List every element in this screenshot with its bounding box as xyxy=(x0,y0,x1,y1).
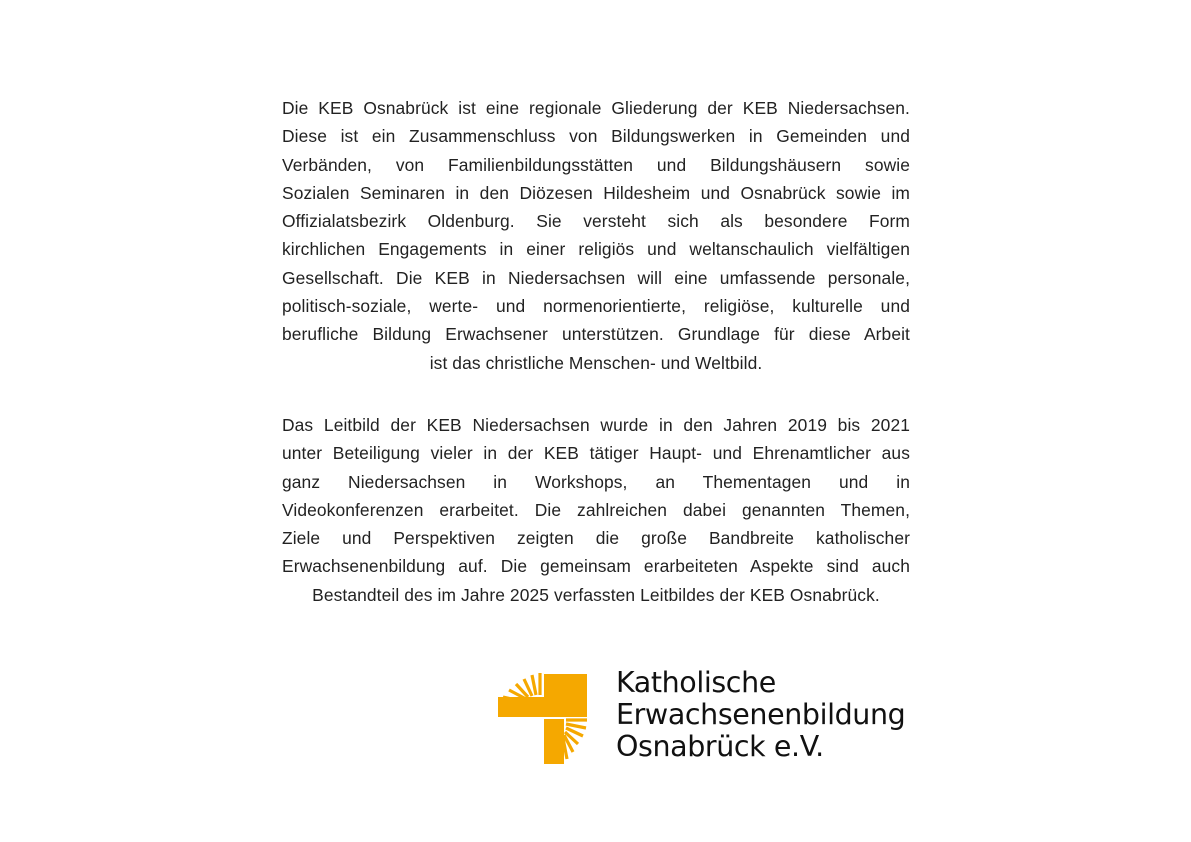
logo-square-lower-left xyxy=(544,719,564,764)
paragraph-line: ganz Niedersachsen in Workshops, an Thementagen und in xyxy=(282,471,910,492)
paragraph-line: ist das christliche Menschen- und Weltbild. xyxy=(429,352,763,373)
paragraph-line: Videokonferenzen erarbeitet. Die zahlreichen dabei genannten Themen, xyxy=(282,499,910,520)
cross-sunburst-icon xyxy=(498,671,590,766)
logo-line: Osnabrück e.V. xyxy=(616,730,824,763)
logo-square-top xyxy=(544,674,587,717)
paragraph-line: Sozialen Seminaren in den Diözesen Hildesheim und Osnabrück sowie im xyxy=(282,182,910,203)
paragraph-line: Erwachsenenbildung auf. Die gemeinsam erarbeiteten Aspekte sind auch xyxy=(282,556,910,577)
leitbild-paragraph xyxy=(282,411,910,609)
paragraph-line: Die KEB Osnabrück ist eine regionale Gliederung der KEB Niedersachsen. xyxy=(282,98,910,118)
paragraph-line: Ziele und Perspektiven zeigten die große Bandbreite katholischer xyxy=(282,528,910,549)
logo-wordmark xyxy=(616,667,905,763)
paragraph-line: Diese ist ein Zusammenschluss von Bildungswerken in Gemeinden und xyxy=(282,126,910,147)
paragraph-line: berufliche Bildung Erwachsener unterstützen. Grundlage für diese Arbeit xyxy=(282,324,910,345)
paragraph-line: Bestandteil des im Jahre 2025 verfassten Leitbildes der KEB Osnabrück. xyxy=(312,584,880,605)
paragraph-line: Gesellschaft. Die KEB in Niedersachsen will eine umfassende personale, xyxy=(282,267,910,288)
paragraph-line: unter Beteiligung vieler in der KEB tätiger Haupt- und Ehrenamtlicher aus xyxy=(282,443,910,464)
paragraph-line: Das Leitbild der KEB Niedersachsen wurde in den Jahren 2019 bis 2021 xyxy=(282,415,910,435)
paragraph-line: Verbänden, von Familienbildungsstätten und Bildungshäusern sowie xyxy=(282,154,910,175)
logo-line: Katholische xyxy=(616,666,776,699)
intro-paragraph xyxy=(282,94,910,377)
paragraph-line: Offizialatsbezirk Oldenburg. Sie versteht sich als besondere Form xyxy=(282,211,910,232)
logo-line: Erwachsenenbildung xyxy=(616,698,906,731)
keb-logo xyxy=(498,666,928,771)
paragraph-line: kirchlichen Engagements in einer religiös und weltanschaulich vielfältigen xyxy=(282,239,910,260)
paragraph-line: politisch-soziale, werte- und normenorientierte, religiöse, kulturelle und xyxy=(282,296,910,317)
